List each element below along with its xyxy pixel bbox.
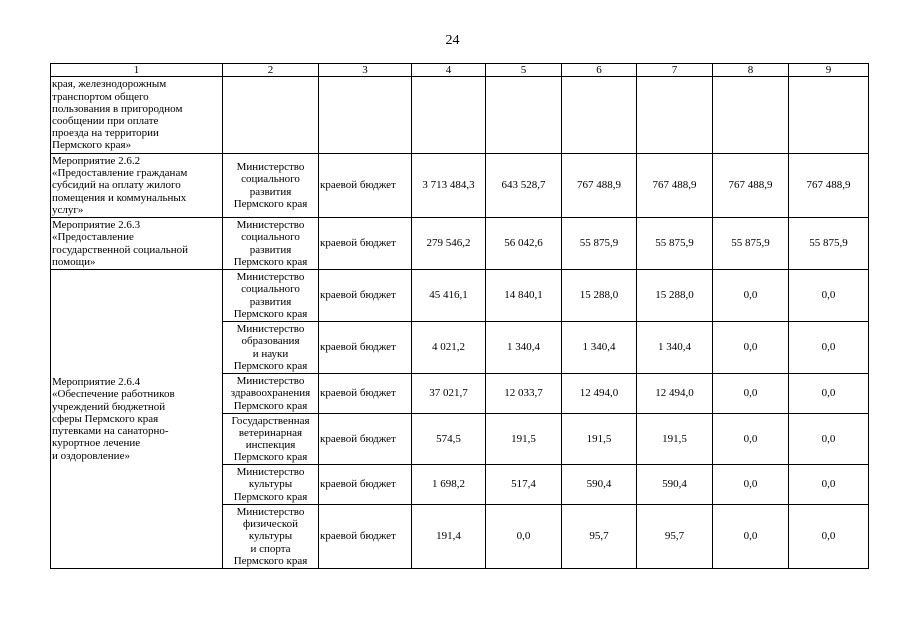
value-cell: 0,0 xyxy=(713,270,789,322)
value-cell: 1 340,4 xyxy=(637,322,713,374)
value-cell: 1 698,2 xyxy=(412,465,486,505)
column-header: 6 xyxy=(562,64,637,77)
table-cell xyxy=(319,77,412,154)
value-cell: 1 340,4 xyxy=(486,322,562,374)
value-cell: 191,5 xyxy=(486,414,562,465)
value-cell: 14 840,1 xyxy=(486,270,562,322)
table-cell xyxy=(713,77,789,154)
executor-cell: Министерство культуры Пермского края xyxy=(223,465,319,505)
value-cell: 0,0 xyxy=(789,505,869,569)
budget-source-cell: краевой бюджет xyxy=(319,414,412,465)
value-cell: 37 021,7 xyxy=(412,374,486,414)
value-cell: 95,7 xyxy=(562,505,637,569)
executor-cell: Министерство социального развития Пермского края xyxy=(223,218,319,270)
table-cell xyxy=(486,77,562,154)
value-cell: 1 340,4 xyxy=(562,322,637,374)
value-cell: 0,0 xyxy=(713,414,789,465)
value-cell: 191,5 xyxy=(637,414,713,465)
value-cell: 95,7 xyxy=(637,505,713,569)
measure-description: Мероприятие 2.6.3 «Предоставление государственной социальной помощи» xyxy=(51,218,223,270)
value-cell: 15 288,0 xyxy=(637,270,713,322)
executor-cell: Министерство социального развития Пермского края xyxy=(223,270,319,322)
budget-source-cell: краевой бюджет xyxy=(319,465,412,505)
table-row xyxy=(51,270,869,322)
value-cell: 590,4 xyxy=(562,465,637,505)
value-cell: 0,0 xyxy=(789,270,869,322)
value-cell: 55 875,9 xyxy=(562,218,637,270)
column-header: 3 xyxy=(319,64,412,77)
measure-description: края, железнодорожным транспортом общего пользования в пригородном сообщении при оплате проезда на территории Пермского края» xyxy=(51,77,223,154)
table-cell xyxy=(789,77,869,154)
value-cell: 0,0 xyxy=(789,465,869,505)
column-header: 7 xyxy=(637,64,713,77)
table-cell xyxy=(637,77,713,154)
executor-cell: Министерство здравоохранения Пермского края xyxy=(223,374,319,414)
value-cell: 55 875,9 xyxy=(713,218,789,270)
value-cell: 15 288,0 xyxy=(562,270,637,322)
value-cell: 767 488,9 xyxy=(637,154,713,218)
table-cell xyxy=(223,77,319,154)
budget-table xyxy=(50,63,869,569)
budget-source-cell: краевой бюджет xyxy=(319,505,412,569)
column-header: 2 xyxy=(223,64,319,77)
value-cell: 0,0 xyxy=(789,322,869,374)
value-cell: 767 488,9 xyxy=(562,154,637,218)
value-cell: 0,0 xyxy=(486,505,562,569)
value-cell: 12 494,0 xyxy=(562,374,637,414)
value-cell: 517,4 xyxy=(486,465,562,505)
column-header: 4 xyxy=(412,64,486,77)
column-header: 8 xyxy=(713,64,789,77)
value-cell: 12 494,0 xyxy=(637,374,713,414)
budget-source-cell: краевой бюджет xyxy=(319,154,412,218)
value-cell: 55 875,9 xyxy=(637,218,713,270)
value-cell: 12 033,7 xyxy=(486,374,562,414)
executor-cell: Министерство социального развития Пермского края xyxy=(223,154,319,218)
budget-source-cell: краевой бюджет xyxy=(319,270,412,322)
value-cell: 191,5 xyxy=(562,414,637,465)
value-cell: 0,0 xyxy=(789,374,869,414)
value-cell: 55 875,9 xyxy=(789,218,869,270)
value-cell: 279 546,2 xyxy=(412,218,486,270)
column-header: 5 xyxy=(486,64,562,77)
header-row xyxy=(51,64,869,77)
value-cell: 45 416,1 xyxy=(412,270,486,322)
executor-cell: Министерство физической культуры и спорта Пермского края xyxy=(223,505,319,569)
measure-description: Мероприятие 2.6.2 «Предоставление гражданам субсидий на оплату жилого помещения и коммунальных услуг» xyxy=(51,154,223,218)
budget-source-cell: краевой бюджет xyxy=(319,218,412,270)
value-cell: 0,0 xyxy=(713,505,789,569)
table-row xyxy=(51,77,869,154)
value-cell: 191,4 xyxy=(412,505,486,569)
value-cell: 767 488,9 xyxy=(713,154,789,218)
value-cell: 643 528,7 xyxy=(486,154,562,218)
executor-cell: Государственная ветеринарная инспекция Пермского края xyxy=(223,414,319,465)
column-header: 9 xyxy=(789,64,869,77)
value-cell: 4 021,2 xyxy=(412,322,486,374)
value-cell: 0,0 xyxy=(713,374,789,414)
measure-description: Мероприятие 2.6.4 «Обеспечение работников учреждений бюджетной сферы Пермского края путевками на санаторно- курортное лечение и оздоровление» xyxy=(51,270,223,569)
table-cell xyxy=(562,77,637,154)
value-cell: 0,0 xyxy=(713,322,789,374)
value-cell: 590,4 xyxy=(637,465,713,505)
value-cell: 767 488,9 xyxy=(789,154,869,218)
column-header: 1 xyxy=(51,64,223,77)
budget-source-cell: краевой бюджет xyxy=(319,374,412,414)
value-cell: 56 042,6 xyxy=(486,218,562,270)
value-cell: 0,0 xyxy=(789,414,869,465)
table-row xyxy=(51,154,869,218)
budget-source-cell: краевой бюджет xyxy=(319,322,412,374)
value-cell: 3 713 484,3 xyxy=(412,154,486,218)
value-cell: 574,5 xyxy=(412,414,486,465)
table-row xyxy=(51,218,869,270)
executor-cell: Министерство образования и науки Пермского края xyxy=(223,322,319,374)
value-cell: 0,0 xyxy=(713,465,789,505)
page-number: 24 xyxy=(445,33,460,48)
table-cell xyxy=(412,77,486,154)
